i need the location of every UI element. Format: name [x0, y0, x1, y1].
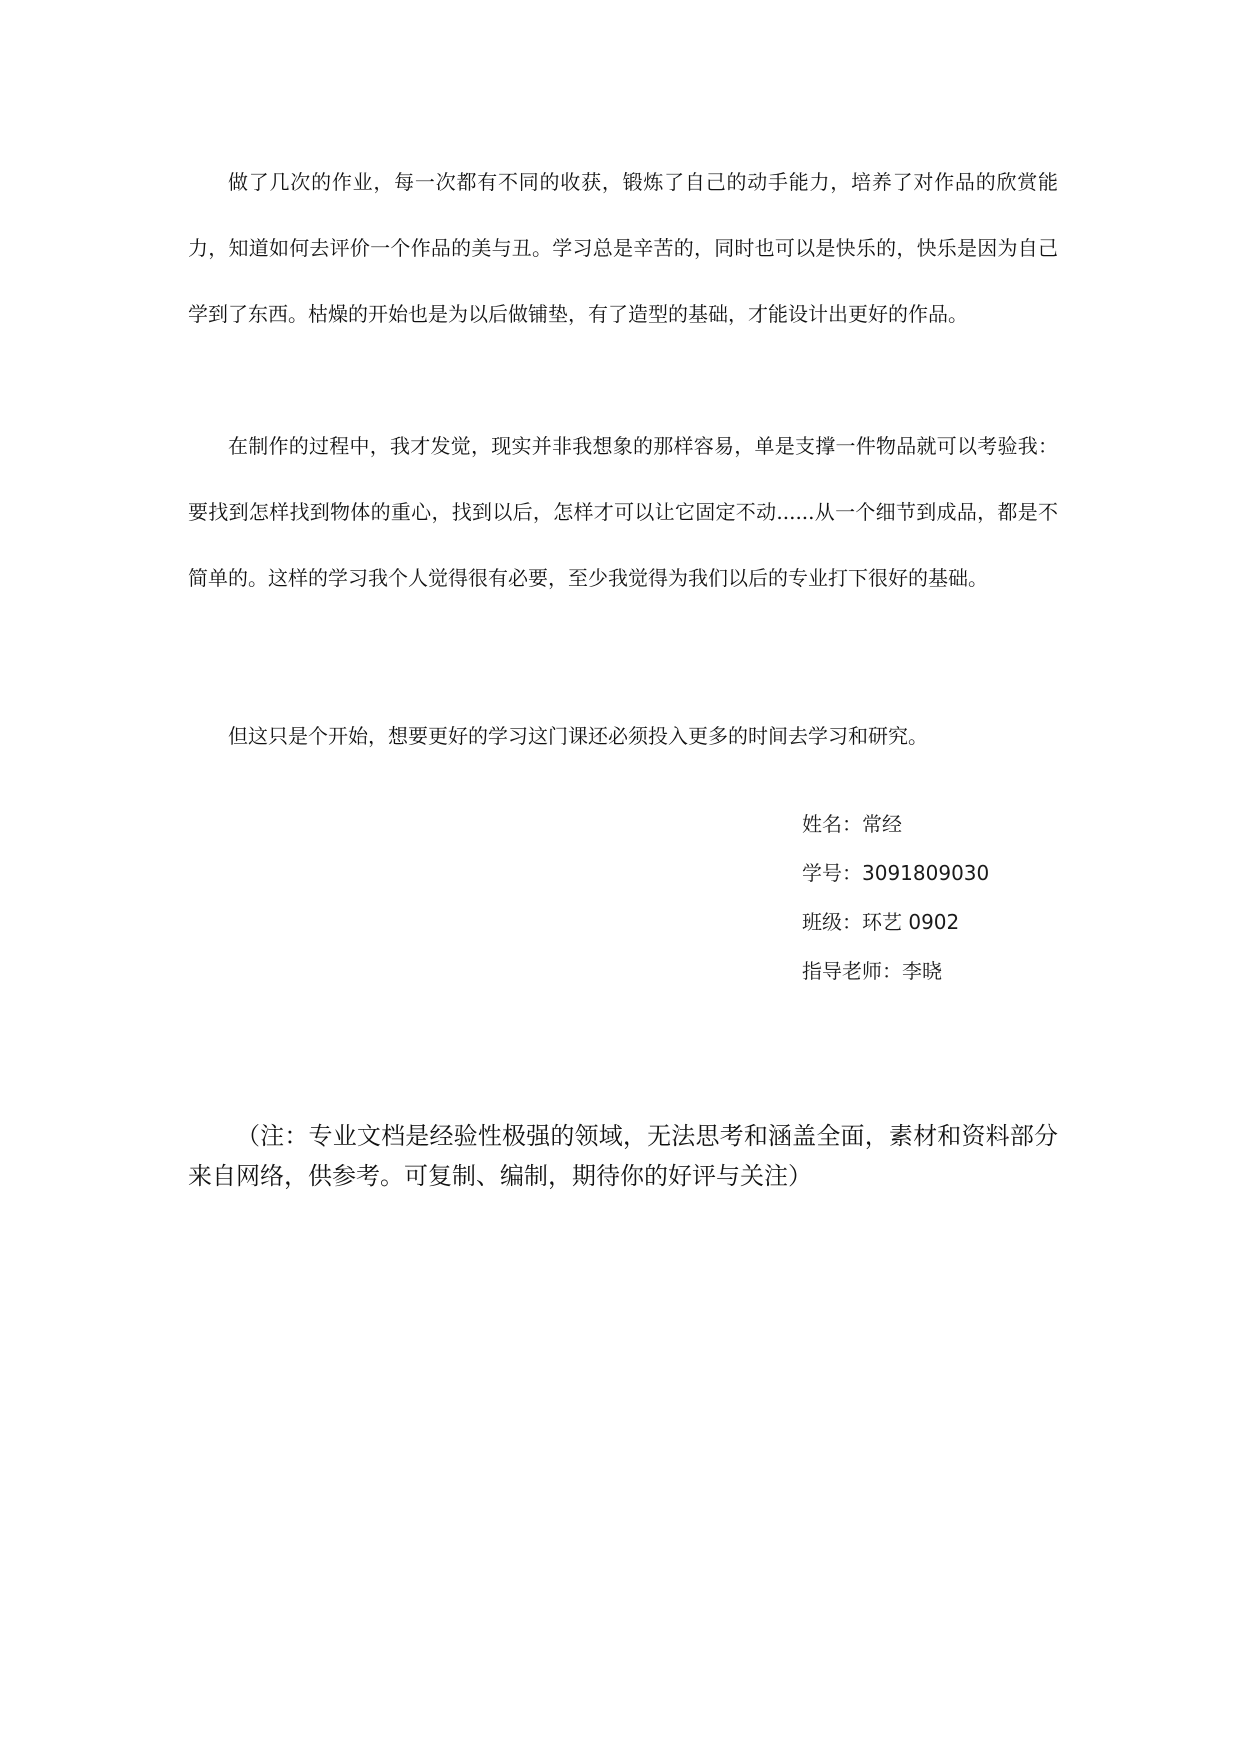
footnote: （注：专业文档是经验性极强的领域，无法思考和涵盖全面，素材和资料部分来自网络，供参考。可复制、编制，期待你的好评与关注）	[188, 1122, 1058, 1190]
signature-block	[802, 800, 989, 996]
student-class: 班级：环艺 0902	[802, 910, 960, 934]
body-paragraph-2: 在制作的过程中，我才发觉，现实并非我想象的那样容易，单是支撑一件物品就可以考验我：要找到怎样找到物体的重心，找到以后，怎样才可以让它固定不动......从一个细节到成品，都是不简单的。这样的学习我个人觉得很有必要，至少我觉得为我们以后的专业打下很好的基础。	[188, 434, 1058, 590]
student-id: 学号：3091809030	[802, 861, 990, 885]
student-name: 姓名：常经	[802, 812, 902, 836]
advisor-name: 指导老师：李晓	[802, 959, 942, 983]
body-paragraph-1: 做了几次的作业，每一次都有不同的收获，锻炼了自己的动手能力，培养了对作品的欣赏能力，知道如何去评价一个作品的美与丑。学习总是辛苦的，同时也可以是快乐的，快乐是因为自己学到了东西。枯燥的开始也是为以后做铺垫，有了造型的基础，才能设计出更好的作品。	[188, 170, 1058, 326]
body-paragraph-3: 但这只是个开始，想要更好的学习这门课还必须投入更多的时间去学习和研究。	[228, 724, 928, 748]
